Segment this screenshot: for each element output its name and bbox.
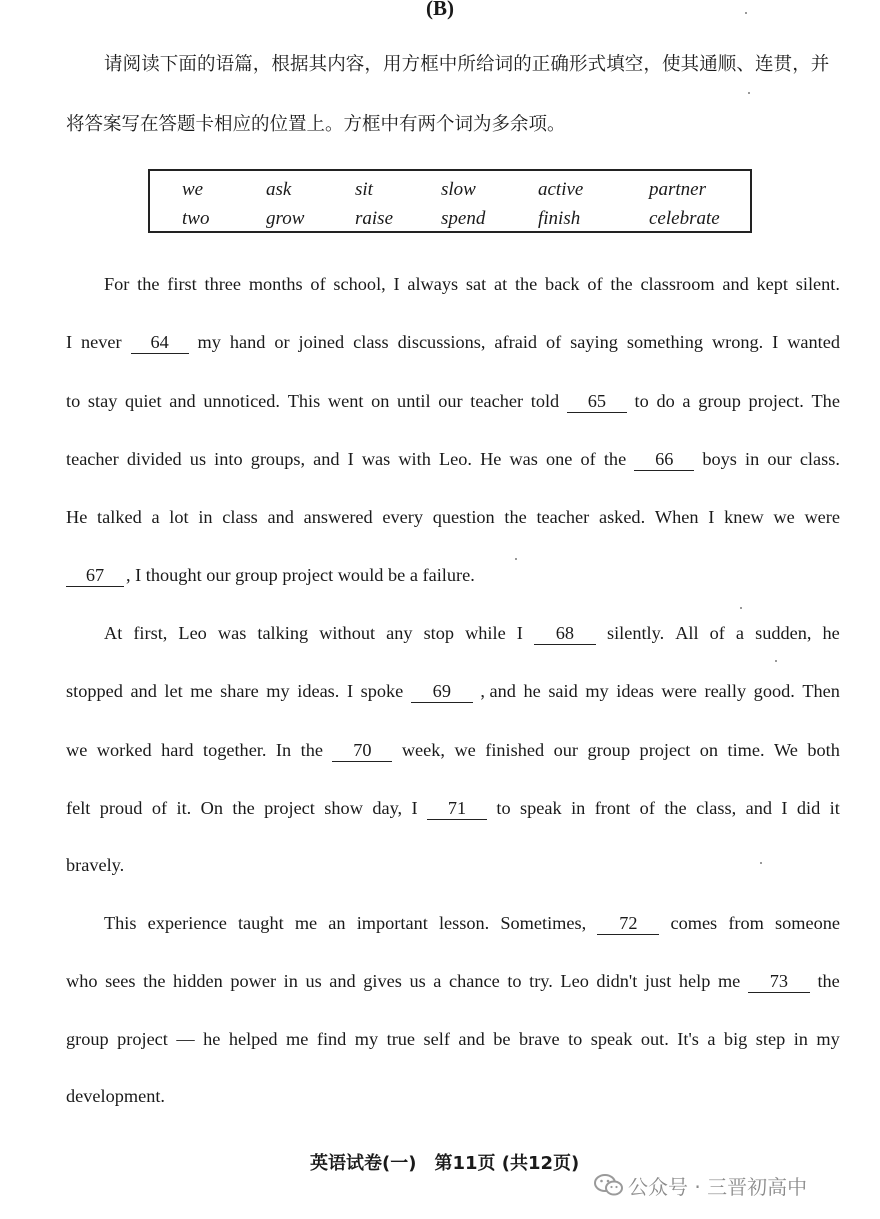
passage-word: group — [698, 391, 741, 411]
passage-word: we — [66, 740, 88, 760]
passage-word: On — [200, 798, 223, 818]
passage-word: me — [717, 971, 741, 991]
word-option: ask — [266, 179, 292, 200]
passage-word: group — [66, 1029, 109, 1049]
blank-64[interactable]: 64 — [131, 331, 189, 354]
passage-word: help — [678, 971, 711, 991]
passage-word: months — [248, 274, 303, 294]
passage-word: day, — [372, 798, 403, 818]
scan-speck — [760, 862, 762, 864]
passage-word: the — [514, 274, 538, 294]
passage-word: helped — [228, 1029, 278, 1049]
passage-line-7 — [104, 620, 840, 646]
passage-word: wrong. — [711, 332, 764, 352]
passage-line-6 — [66, 562, 840, 588]
passage-word: worked — [96, 740, 152, 760]
passage-word: in — [198, 507, 213, 527]
passage-word: — — [176, 1029, 195, 1049]
passage-word: week, — [401, 740, 446, 760]
passage-word: stop — [423, 623, 455, 643]
passage-word: and — [313, 449, 340, 469]
passage-word: wanted — [787, 332, 840, 352]
passage-word: didn't — [596, 971, 638, 991]
passage-line-12 — [104, 910, 840, 936]
passage-word: he — [822, 623, 840, 643]
passage-word: on — [699, 740, 719, 760]
passage-word: was — [361, 449, 391, 469]
passage-word: of — [545, 332, 562, 352]
word-option: raise — [355, 208, 393, 229]
passage-word: All — [675, 623, 699, 643]
passage-word: In — [275, 740, 292, 760]
passage-word: someone — [775, 913, 840, 933]
passage-word: taught — [237, 913, 284, 933]
passage-word: try. — [529, 971, 553, 991]
passage-word: hidden — [173, 971, 223, 991]
passage-word: of — [580, 449, 596, 469]
passage-word: time. — [727, 740, 765, 760]
passage-word: an — [328, 913, 346, 933]
passage-word: asked. — [598, 507, 646, 527]
passage-word: at — [493, 274, 508, 294]
passage-word: hard — [161, 740, 194, 760]
passage-word: lot — [169, 507, 189, 527]
passage-word: afraid — [494, 332, 538, 352]
passage-word: This — [287, 391, 321, 411]
scan-speck — [775, 660, 777, 662]
passage-word: until — [397, 391, 431, 411]
passage-word: let — [164, 681, 183, 701]
passage-word: who — [66, 971, 98, 991]
passage-word: a — [735, 623, 745, 643]
page-footer: 英语试卷(一) 第11页 (共12页) — [310, 1153, 580, 1174]
blank-66[interactable]: 66 — [634, 448, 694, 471]
passage-line-11 — [66, 852, 840, 878]
passage-word: really — [704, 681, 747, 701]
passage-word: in — [571, 798, 586, 818]
passage-word: did — [796, 798, 821, 818]
passage-word: first — [167, 274, 197, 294]
passage-word: speak — [520, 798, 562, 818]
passage-word: sees — [105, 971, 136, 991]
passage-word: to — [496, 798, 511, 818]
passage-text: , I thought our group project would be a failure. — [126, 565, 475, 585]
passage-word: us — [305, 971, 322, 991]
passage-word: project — [117, 1029, 168, 1049]
passage-word: with — [398, 449, 431, 469]
passage-word: from — [728, 913, 764, 933]
passage-word: one — [546, 449, 573, 469]
passage-word: and — [745, 798, 772, 818]
passage-word: chance — [449, 971, 500, 991]
passage-word: experience — [147, 913, 227, 933]
passage-word: stay — [87, 391, 118, 411]
scan-speck — [745, 12, 747, 14]
word-option: we — [182, 179, 204, 200]
passage-word: speak — [590, 1029, 633, 1049]
passage-word: and — [267, 507, 294, 527]
passage-word: self — [423, 1029, 450, 1049]
blank-73[interactable]: 73 — [748, 970, 810, 993]
passage-word: true — [386, 1029, 416, 1049]
passage-word: or — [274, 332, 290, 352]
passage-word: teacher — [470, 391, 524, 411]
passage-word: silently. — [606, 623, 665, 643]
passage-word: spoke — [360, 681, 404, 701]
passage-word: knew — [724, 507, 764, 527]
word-option: finish — [538, 208, 581, 229]
passage-word: three — [204, 274, 242, 294]
passage-word: It's — [677, 1029, 699, 1049]
blank-69[interactable]: 69 — [411, 680, 473, 703]
passage-word: my — [354, 1029, 379, 1049]
passage-word: For — [104, 274, 130, 294]
passage-word: Sometimes, — [500, 913, 587, 933]
passage-word: ideas. — [297, 681, 340, 701]
passage-word: was — [217, 623, 247, 643]
passage-word: the — [610, 274, 633, 294]
passage-word: and — [130, 681, 157, 701]
passage-word: I — [772, 332, 779, 352]
blank-71[interactable]: 71 — [427, 797, 487, 820]
passage-word: my — [266, 681, 290, 701]
passage-word: together. — [203, 740, 267, 760]
passage-word: just — [644, 971, 672, 991]
passage-word: we — [454, 740, 476, 760]
passage-word: always — [407, 274, 459, 294]
passage-word: share — [220, 681, 259, 701]
blank-65[interactable]: 65 — [567, 390, 627, 413]
passage-word: us — [409, 971, 426, 991]
passage-word: it — [829, 798, 840, 818]
passage-word: first, — [133, 623, 168, 643]
passage-word: answered — [303, 507, 373, 527]
passage-word: to — [634, 391, 649, 411]
passage-word: of — [709, 623, 725, 643]
passage-word: the — [817, 971, 840, 991]
passage-word: me — [286, 1029, 309, 1049]
passage-word: of — [639, 798, 655, 818]
passage-word: classroom — [640, 274, 715, 294]
passage-word: my — [585, 681, 609, 701]
passage-word: Leo — [560, 971, 589, 991]
word-option: active — [538, 179, 584, 200]
word-option: slow — [441, 179, 476, 200]
blank-67[interactable]: 67 — [66, 564, 124, 587]
word-option: grow — [266, 208, 305, 229]
passage-word: the — [603, 449, 627, 469]
passage-word: question — [432, 507, 495, 527]
passage-word: and — [169, 391, 196, 411]
word-option: two — [182, 208, 210, 229]
passage-word: told — [530, 391, 560, 411]
passage-line-4 — [66, 446, 840, 472]
passage-word: of — [587, 274, 603, 294]
passage-word: important — [356, 913, 428, 933]
passage-word: I — [516, 623, 523, 643]
passage-word: At — [104, 623, 123, 643]
passage-word: and — [722, 274, 749, 294]
passage-word: I — [346, 681, 354, 701]
passage-word: school, — [333, 274, 386, 294]
passage-line-14 — [66, 1026, 840, 1052]
passage-word: without — [319, 623, 376, 643]
word-option: celebrate — [649, 208, 720, 229]
passage-word: divided — [126, 449, 182, 469]
passage-word: he — [203, 1029, 221, 1049]
passage-word: hand — [229, 332, 266, 352]
passage-word: our — [438, 391, 463, 411]
passage-line-3 — [66, 388, 840, 414]
passage-word: felt — [66, 798, 91, 818]
word-option: partner — [649, 179, 706, 200]
passage-word: We — [774, 740, 798, 760]
passage-word: both — [807, 740, 840, 760]
passage-word: it. — [176, 798, 192, 818]
scan-speck — [748, 92, 750, 94]
passage-line-8 — [66, 678, 840, 704]
passage-word: Then — [802, 681, 840, 701]
passage-word: I — [781, 798, 788, 818]
passage-word: and — [329, 971, 356, 991]
passage-word: project. — [748, 391, 804, 411]
passage-word: in — [793, 1029, 808, 1049]
passage-word: he — [523, 681, 541, 701]
passage-word: of — [151, 798, 168, 818]
passage-word: into — [214, 449, 243, 469]
section-label: (B) — [426, 0, 454, 20]
passage-word: lesson. — [438, 913, 490, 933]
passage-word: project — [264, 798, 315, 818]
passage-word: said — [548, 681, 578, 701]
passage-word: the — [664, 798, 687, 818]
passage-word: a — [707, 1029, 716, 1049]
passage-word: the — [143, 971, 166, 991]
passage-word: boys — [702, 449, 737, 469]
passage-word: silent. — [795, 274, 840, 294]
passage-word: I — [66, 332, 73, 352]
blank-68[interactable]: 68 — [534, 622, 596, 645]
passage-word: kept — [756, 274, 788, 294]
passage-word: the — [300, 740, 323, 760]
passage-word: teacher — [66, 449, 119, 469]
instruction-line-2: 将答案写在答题卡相应的位置上。方框中有两个词为多余项。 — [66, 114, 566, 135]
watermark — [594, 1170, 807, 1200]
passage-word: good. — [753, 681, 795, 701]
passage-word: comes — [670, 913, 718, 933]
passage-word: , and — [480, 681, 516, 701]
passage-word: power — [230, 971, 277, 991]
passage-word: joined — [298, 332, 345, 352]
passage-word: front — [594, 798, 631, 818]
passage-word: talking — [257, 623, 309, 643]
scan-speck — [740, 607, 742, 609]
passage-word: teacher — [536, 507, 590, 527]
passage-word: our — [767, 449, 792, 469]
passage-word: class, — [696, 798, 737, 818]
word-option: sit — [355, 179, 373, 200]
blank-72[interactable]: 72 — [597, 912, 659, 935]
passage-word: I — [347, 449, 354, 469]
passage-word: went — [327, 391, 364, 411]
passage-word: He — [66, 507, 88, 527]
word-box — [148, 169, 752, 233]
passage-word: while — [465, 623, 506, 643]
passage-word: He — [480, 449, 502, 469]
passage-word: in — [283, 971, 298, 991]
passage-word: big — [723, 1029, 748, 1049]
passage-word: the — [504, 507, 527, 527]
passage-line-5 — [66, 504, 840, 530]
passage-word: we — [773, 507, 795, 527]
passage-word: class. — [799, 449, 840, 469]
passage-word: do — [656, 391, 675, 411]
passage-word: my — [197, 332, 221, 352]
passage-line-2 — [66, 329, 840, 355]
passage-word: me — [294, 913, 318, 933]
passage-word: project — [639, 740, 691, 760]
passage-word: the — [232, 798, 255, 818]
passage-word: I — [393, 274, 400, 294]
passage-word: us — [189, 449, 207, 469]
passage-word: a — [151, 507, 160, 527]
passage-line-10 — [66, 795, 840, 821]
passage-word: saying — [570, 332, 618, 352]
scan-speck — [515, 558, 517, 560]
passage-word: ideas — [616, 681, 654, 701]
blank-70[interactable]: 70 — [332, 739, 392, 762]
passage-word: group — [587, 740, 631, 760]
passage-word: a — [433, 971, 442, 991]
passage-word: something — [626, 332, 703, 352]
passage-word: on — [371, 391, 390, 411]
passage-word: show — [324, 798, 363, 818]
passage-word: me — [190, 681, 213, 701]
passage-word: This — [104, 913, 137, 933]
instruction-line-1: 请阅读下面的语篇，根据其内容，用方框中所给词的正确形式填空，使其通顺、连贯，并 — [104, 54, 830, 75]
passage-word: my — [816, 1029, 840, 1049]
passage-word: gives — [363, 971, 402, 991]
passage-word: of — [310, 274, 326, 294]
passage-word: sudden, — [755, 623, 812, 643]
passage-word: be — [493, 1029, 511, 1049]
passage-word: brave — [519, 1029, 560, 1049]
passage-word: to — [507, 971, 522, 991]
passage-line-15 — [66, 1083, 840, 1109]
passage-word: out. — [640, 1029, 669, 1049]
passage-word: I — [708, 507, 715, 527]
passage-word: proud — [99, 798, 143, 818]
passage-word: Leo — [178, 623, 207, 643]
passage-word: class — [353, 332, 389, 352]
passage-word: were — [661, 681, 697, 701]
passage-word: class — [222, 507, 258, 527]
passage-word: were — [804, 507, 840, 527]
passage-word: I — [411, 798, 418, 818]
passage-word: sat — [465, 274, 487, 294]
passage-word: never — [81, 332, 122, 352]
passage-word: unnoticed. — [203, 391, 281, 411]
word-option: spend — [441, 208, 486, 229]
passage-word: finished — [485, 740, 545, 760]
passage-word: a — [682, 391, 691, 411]
passage-word: quiet — [125, 391, 162, 411]
passage-word: the — [137, 274, 160, 294]
passage-word: every — [382, 507, 424, 527]
passage-word: back — [545, 274, 580, 294]
passage-line-1 — [104, 271, 840, 297]
passage-word: our — [553, 740, 578, 760]
passage-word: stopped — [66, 681, 123, 701]
passage-line-13 — [66, 968, 840, 994]
wechat-icon — [594, 1173, 624, 1197]
passage-line-9 — [66, 737, 840, 763]
passage-word: groups, — [250, 449, 306, 469]
passage-word: step — [755, 1029, 786, 1049]
passage-word: to — [66, 391, 81, 411]
passage-word: talked — [97, 507, 142, 527]
passage-text: development. — [66, 1086, 165, 1106]
passage-word: in — [745, 449, 760, 469]
passage-word: The — [811, 391, 840, 411]
passage-text: bravely. — [66, 855, 125, 875]
passage-word: any — [386, 623, 413, 643]
passage-word: discussions, — [397, 332, 486, 352]
passage-word: When — [654, 507, 699, 527]
passage-word: and — [458, 1029, 485, 1049]
passage-word: to — [568, 1029, 583, 1049]
watermark-text: 公众号 · 三晋初高中 — [628, 1174, 808, 1199]
passage-word: find — [316, 1029, 347, 1049]
passage-word: Leo. — [438, 449, 472, 469]
passage-word: was — [509, 449, 538, 469]
